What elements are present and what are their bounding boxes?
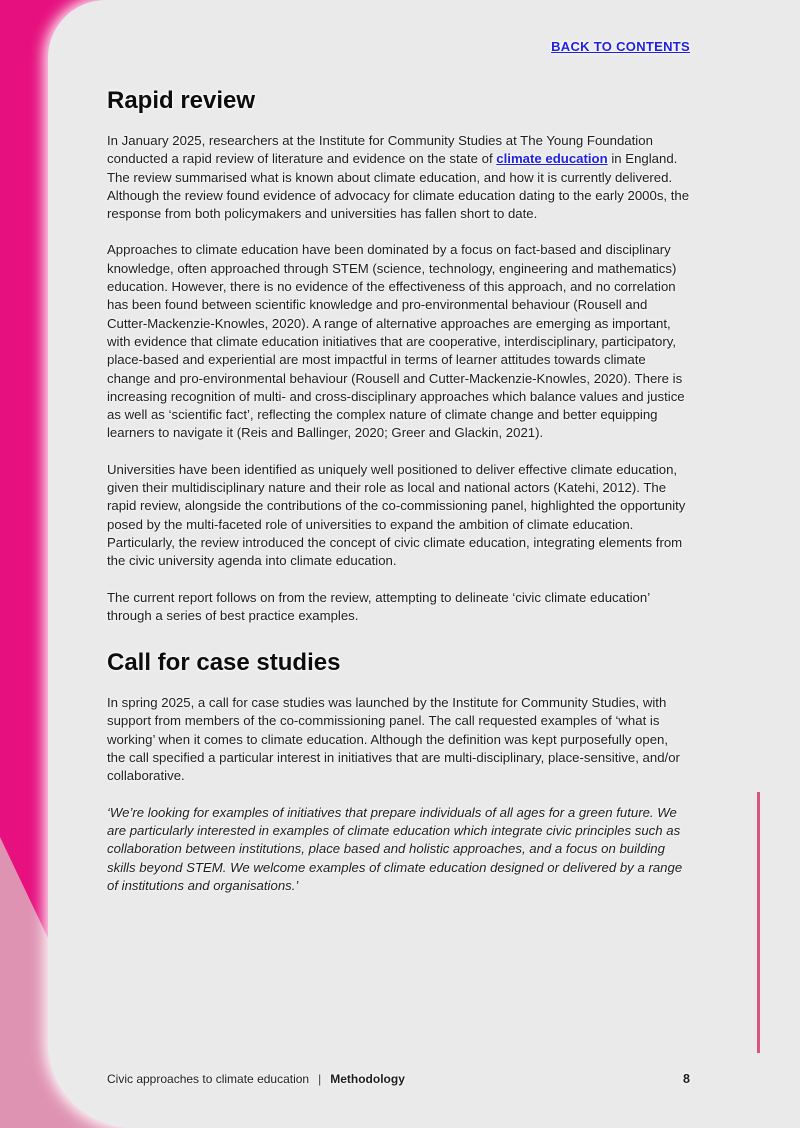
page-footer: [107, 1072, 690, 1086]
page-content: [107, 0, 690, 895]
back-link-row: [107, 0, 690, 54]
rapid-review-paragraph-1: [107, 132, 690, 223]
footer-page-number: 8: [683, 1072, 690, 1086]
back-to-contents-link[interactable]: BACK TO CONTENTS: [551, 39, 690, 54]
climate-education-link[interactable]: climate education: [496, 151, 608, 167]
footer-doc-title: Civic approaches to climate education: [107, 1072, 310, 1086]
rapid-review-paragraph-2: Approaches to climate education have been dominated by a focus on fact-based and disciplinary knowledge, often approached through STEM (science, technology, engineering and mathematics) education. However, there is no evidence of the effectiveness of this approach, and no correlation has been found between scientific knowledge and pro-environmental behaviour (Rousell and Cutter-Mackenzie-Knowles, 2020). A range of alternative approaches are emerging as important, with evidence that climate education initiatives that are cooperative, interdisciplinary, participatory, place-based and experiential are most impactful in terms of learner attitudes towards climate change and pro-environmental behaviour (Rousell and Cutter-Mackenzie-Knowles, 2020). There is increasing recognition of multi- and cross-disciplinary approaches which balance values and justice as well as ‘scientific fact’, reflecting the complex nature of climate change and better equipping learners to navigate it (Reis and Ballinger, 2020; Greer and Glackin, 2021).: [107, 242, 685, 441]
quote-accent-line: [757, 792, 760, 1053]
call-for-case-studies-paragraph-1: In spring 2025, a call for case studies was launched by the Institute for Community Studies, with support from members of the co-commissioning panel. The call requested examples of ‘what is working’ when it comes to climate education. Although the definition was kept purposefully open, the call specified a particular interest in initiatives that are multi-disciplinary, place-sensitive, and/or collaborative.: [107, 695, 680, 784]
rapid-review-paragraph-3: Universities have been identified as uniquely well positioned to deliver effective climate education, given their multidisciplinary nature and their role as local and national actors (Katehi, 2012). The rapid review, alongside the contributions of the co-commissioning panel, highlighted the opportunity posed by the multi-faceted role of universities to expand the ambition of climate education. Particularly, the review introduced the concept of civic climate education, integrating elements from the civic university agenda into climate education.: [107, 461, 686, 569]
paragraph-text-after-link: in England. The review summarised what is known about climate education, and how it is currently delivered. Although the review found evidence of advocacy for climate education dating to the early 2000s, the response from both policymakers and universities has fallen short to date.: [107, 151, 690, 222]
call-for-case-studies-heading: Call for case studies: [107, 649, 341, 677]
page-sheet: [48, 0, 800, 1128]
footer-left-group: [107, 1072, 405, 1086]
rapid-review-heading: Rapid review: [107, 87, 256, 114]
call-for-case-studies-quote: ‘We’re looking for examples of initiatives that prepare individuals of all ages for a green future. We are particularly interested in examples of climate education which integrate civic principles such as collaboration between institutions, place based and holistic approaches, and a focus on building skills beyond STEM. We welcome examples of climate education designed or delivered by a range of institutions and organisations.’: [107, 804, 683, 893]
rapid-review-paragraph-4: The current report follows on from the review, attempting to delineate ‘civic climate education’ through a series of best practice examples.: [107, 589, 650, 623]
paragraph-text-before-link: In January 2025, researchers at the Institute for Community Studies at The Young Foundation conducted a rapid review of literature and evidence on the state of: [107, 133, 653, 167]
footer-section-label: Methodology: [330, 1072, 405, 1086]
footer-separator: |: [318, 1072, 322, 1086]
